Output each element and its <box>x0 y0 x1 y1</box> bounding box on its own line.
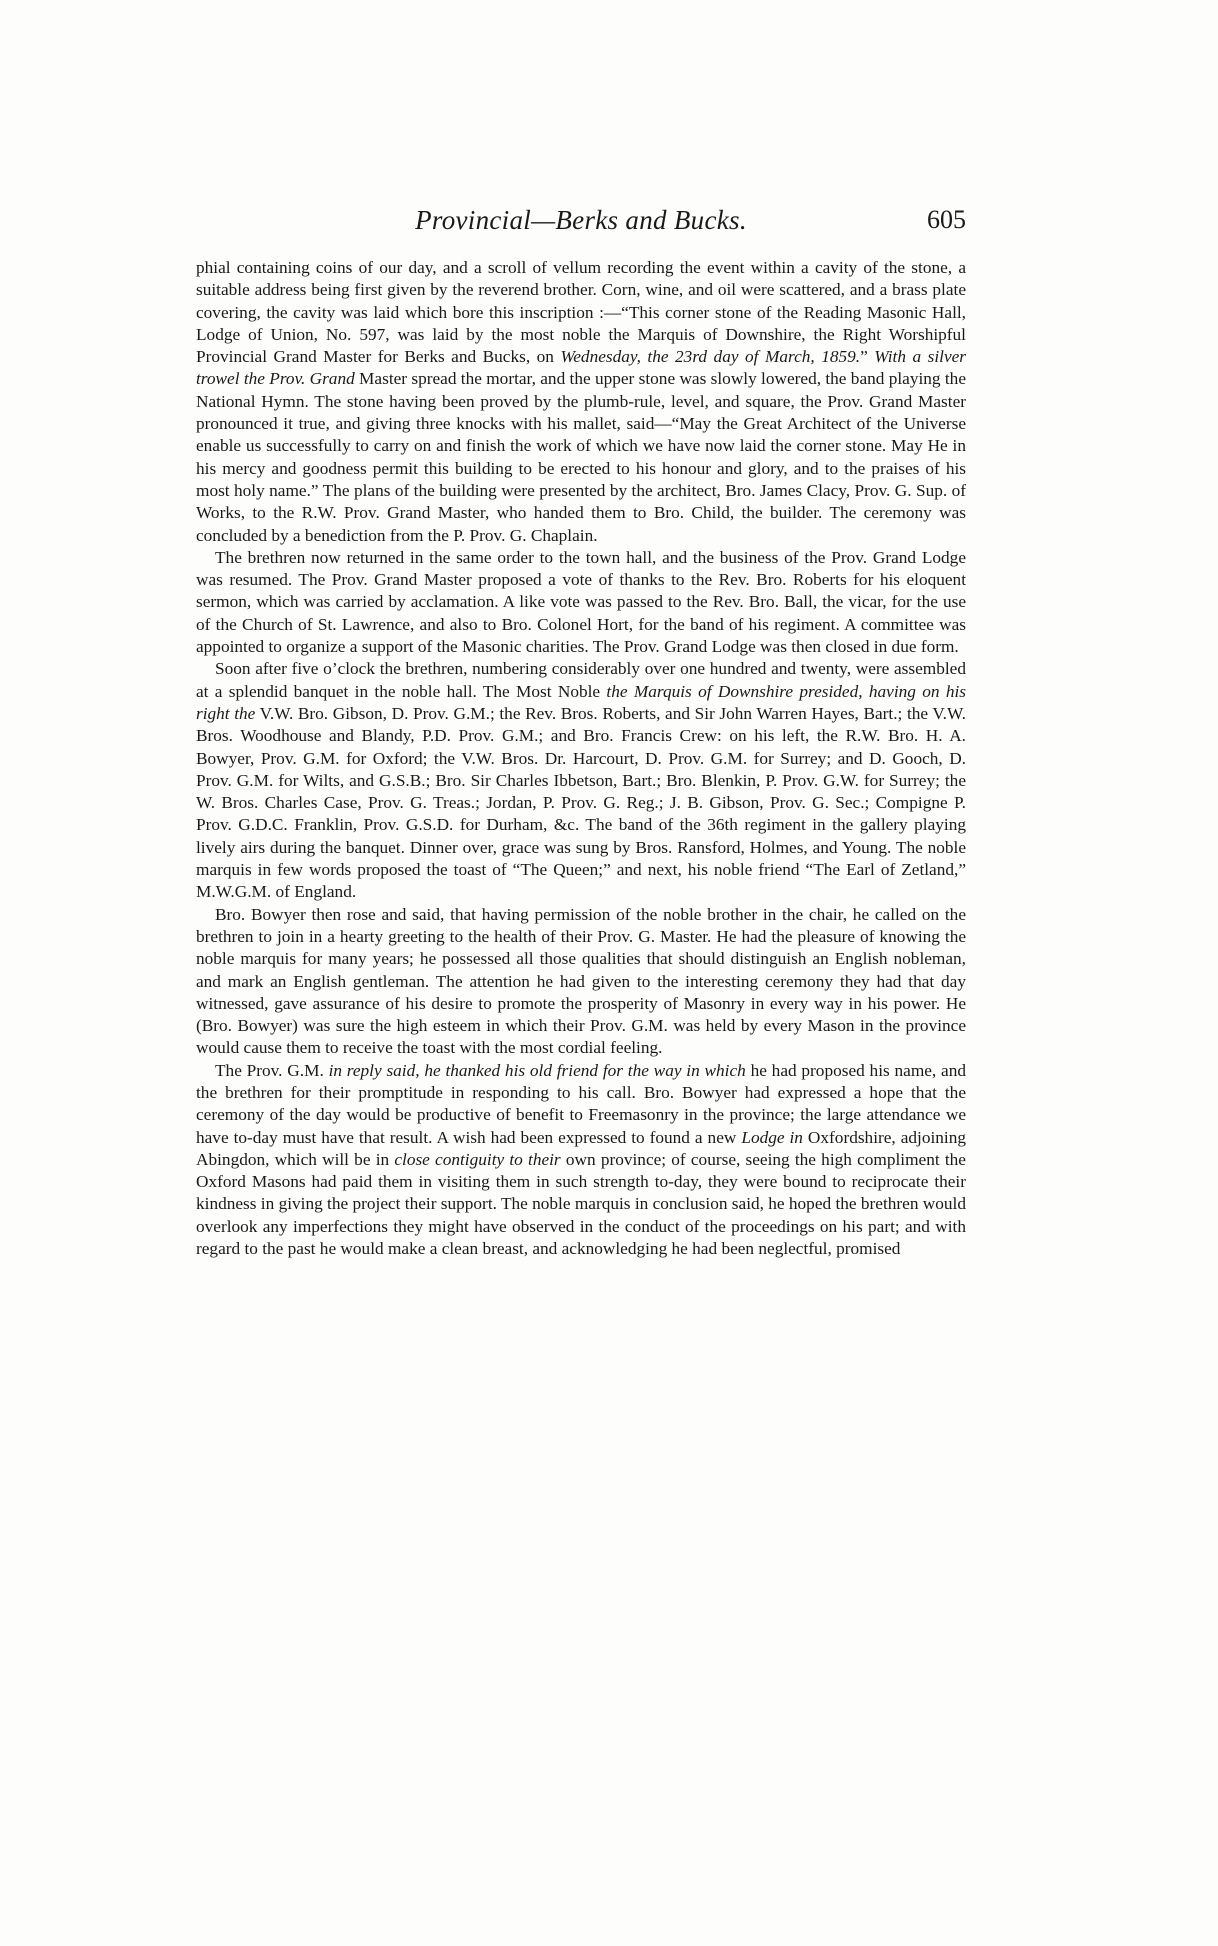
italic-text-run: close contiguity to their <box>394 1149 561 1169</box>
running-header <box>196 205 966 245</box>
text-run: Oxfordshire, adjoining Abingdon, which will be in <box>196 1127 966 1169</box>
paragraph <box>196 1060 966 1261</box>
page-number: 605 <box>927 205 966 234</box>
article-body <box>196 257 966 1260</box>
text-run: Soon after five o’clock the brethren, numbering considerably over one hundred and twenty, were assembled at a splendid banquet in the noble hall. The Most Noble <box>196 659 966 701</box>
text-run: he had proposed his name, and the brethren for their promptitude in responding to his call. Bro. Bowyer had expressed a hope that the ceremony of the day would be productive of benefit to Freemasonry in the province; the large attendance we have to-day must have that result. A wish had been expressed to found a new <box>196 1060 966 1147</box>
running-title: Provincial—Berks and Bucks. <box>415 205 747 235</box>
text-run: Bro. Bowyer then rose and said, that having permission of the noble brother in the chair, he called on the brethren to join in a hearty greeting to the health of their Prov. G. Master. He had the pleasure of knowing the noble marquis for many years; he possessed all those qualities that should distinguish an English nobleman, and mark an English gentleman. The attention he had given to the interesting ceremony they had that day witnessed, gave assurance of his desire to promote the prosperity of Masonry in every way in his power. He (Bro. Bowyer) was sure the high esteem in which their Prov. G.M. was held by every Mason in the province would cause them to receive the toast with the most cordial feeling. <box>196 904 966 1058</box>
text-run: Master spread the mortar, and the upper stone was slowly lowered, the band playing the National Hymn. The stone having been proved by the plumb-rule, level, and square, the Prov. Grand Master pronounced it true, and giving three knocks with his mallet, said—“May the Great Architect of the Universe enable us successfully to carry on and finish the work of which we have now laid the corner stone. May He in his mercy and goodness permit this building to be erected to his honour and glory, and to the praises of his most holy name.” The plans of the building were presented by the architect, Bro. James Clacy, Prov. G. Sup. of Works, to the R.W. Prov. Grand Master, who handed them to Bro. Child, the builder. The ceremony was concluded by a benediction from the P. Prov. G. Chaplain. <box>196 369 966 545</box>
text-run: The brethren now returned in the same order to the town hall, and the business of the Prov. Grand Lodge was resumed. The Prov. Grand Master proposed a vote of thanks to the Rev. Bro. Roberts for his eloquent sermon, which was carried by acclamation. A like vote was passed to the Rev. Bro. Ball, the vicar, for the use of the Church of St. Lawrence, and also to Bro. Colonel Hort, for the band of his regiment. A committee was appointed to organize a support of the Masonic charities. The Prov. Grand Lodge was then closed in due form. <box>196 547 966 657</box>
text-run: phial containing coins of our day, and a scroll of vellum recording the event within a cavity of the stone, a suitable address being first given by the reverend brother. Corn, wine, and oil were scattered, and a brass plate covering, the cavity was laid which bore this inscription :—“This corner stone of the Reading Masonic Hall, Lodge of Union, No. 597, was laid by the most noble the Marquis of Downshire, the Right Worshipful Provincial Grand Master for Berks and Bucks, on <box>196 258 966 367</box>
italic-text-run: Lodge in <box>741 1127 803 1147</box>
paragraph <box>196 658 966 903</box>
italic-text-run: the Marquis of Downshire presided, having on his right the <box>196 681 966 723</box>
italic-text-run: Wednesday, the 23rd day of March, 1859. <box>560 347 861 367</box>
text-run: The Prov. G.M. <box>215 1060 329 1080</box>
text-run: own province; of course, seeing the high compliment the Oxford Masons had paid them in visiting them in such strength to-day, they were bound to reciprocate their kindness in giving the project their support. The noble marquis in conclusion said, he hoped the brethren would overlook any imperfections they might have observed in the conduct of the proceedings on his part; and with regard to the past he would make a clean breast, and acknowledging he had been neglectful, promised <box>196 1149 966 1259</box>
italic-text-run: With a silver trowel the Prov. Grand <box>196 347 967 389</box>
paragraph <box>196 547 966 658</box>
paragraph <box>196 904 966 1060</box>
text-run: ” <box>860 347 875 367</box>
paragraph <box>196 257 966 547</box>
text-run: V.W. Bro. Gibson, D. Prov. G.M.; the Rev. Bros. Roberts, and Sir John Warren Hayes, Bart.; the V.W. Bros. Woodhouse and Blandy, P.D. Prov. G.M.; and Bro. Francis Crew: on his left, the R.W. Bro. H. A. Bowyer, Prov. G.M. for Oxford; the V.W. Bros. Dr. Harcourt, D. Prov. G.M. for Surrey; and D. Gooch, D. Prov. G.M. for Wilts, and G.S.B.; Bro. Sir Charles Ibbetson, Bart.; Bro. Blenkin, P. Prov. G.W. for Surrey; the W. Bros. Charles Case, Prov. G. Treas.; Jordan, P. Prov. G. Reg.; J. B. Gibson, Prov. G. Sec.; Compigne P. Prov. G.D.C. Franklin, Prov. G.S.D. for Durham, &c. The band of the 36th regiment in the gallery playing lively airs during the banquet. Dinner over, grace was sung by Bros. Ransford, Holmes, and Young. The noble marquis in few words proposed the toast of “The Queen;” and next, his noble friend “The Earl of Zetland,” M.W.G.M. of England. <box>196 703 966 902</box>
italic-text-run: in reply said, he thanked his old friend for the way in which <box>328 1060 746 1080</box>
